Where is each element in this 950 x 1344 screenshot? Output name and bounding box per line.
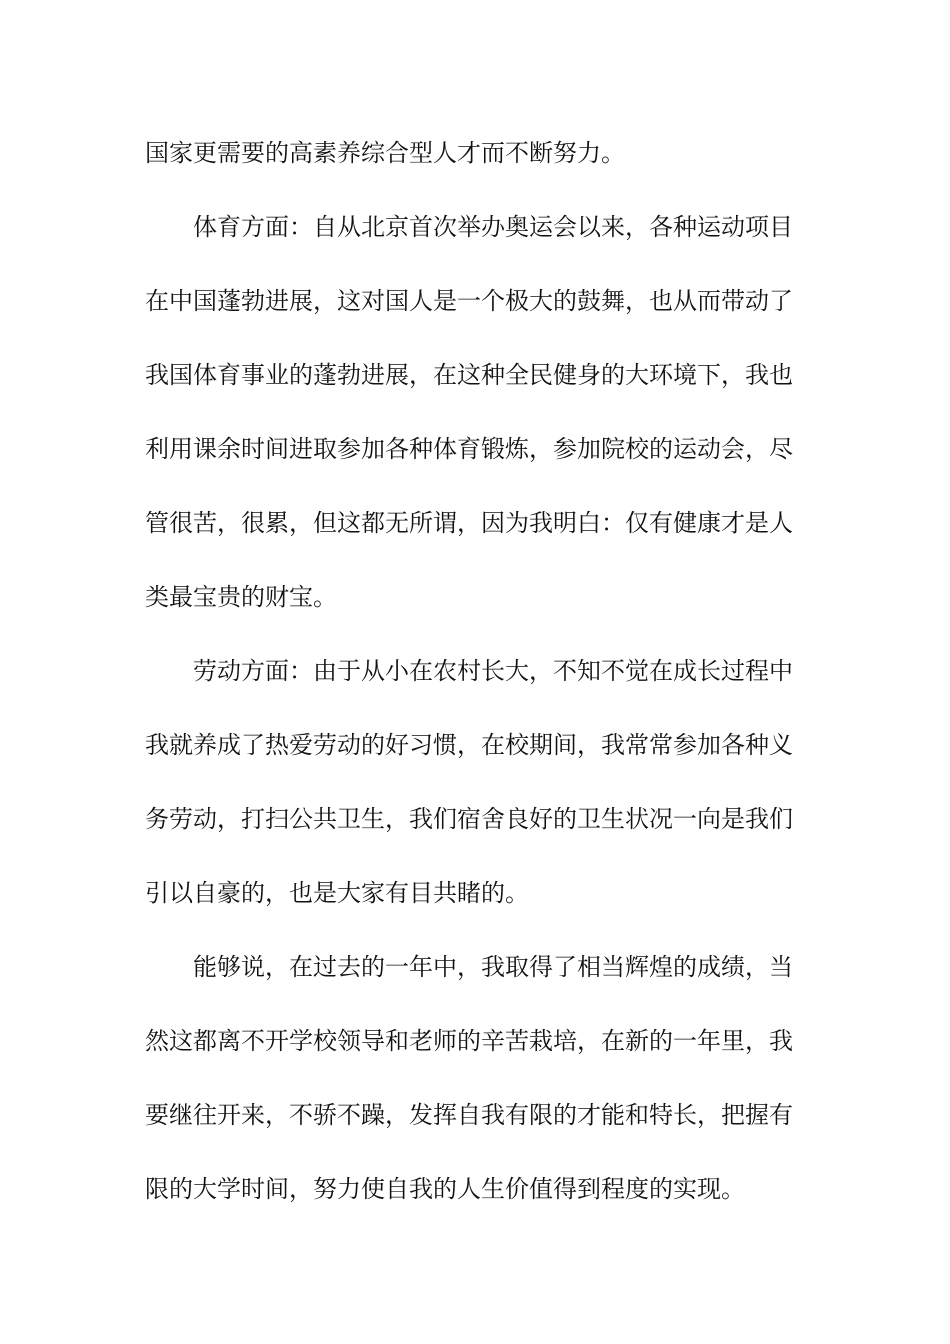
text-line: 类最宝贵的财宝。: [145, 583, 337, 611]
text-line: 我就养成了热爱劳动的好习惯，在校期间，我常常参加各种义: [145, 731, 793, 759]
text-line: 限的大学时间，努力使自我的人生价值得到程度的实现。: [145, 1175, 745, 1203]
text-line: 要继往开来，不骄不躁，发挥自我有限的才能和特长，把握有: [145, 1101, 793, 1129]
paragraph-start-sports: 体育方面：自从北京首次举办奥运会以来，各种运动项目: [193, 213, 793, 241]
text-line: 管很苦，很累，但这都无所谓，因为我明白：仅有健康才是人: [145, 509, 793, 537]
text-line: 利用课余时间进取参加各种体育锻炼，参加院校的运动会，尽: [145, 435, 793, 463]
text-line: 在中国蓬勃进展，这对国人是一个极大的鼓舞，也从而带动了: [145, 287, 793, 315]
text-line: 然这都离不开学校领导和老师的辛苦栽培，在新的一年里，我: [145, 1027, 793, 1055]
text-line: 引以自豪的，也是大家有目共睹的。: [145, 879, 529, 907]
document-body: [145, 133, 807, 1243]
text-line: 我国体育事业的蓬勃进展，在这种全民健身的大环境下，我也: [145, 361, 793, 389]
paragraph-start-labor: 劳动方面：由于从小在农村长大，不知不觉在成长过程中: [193, 657, 793, 685]
text-line: 务劳动，打扫公共卫生，我们宿舍良好的卫生状况一向是我们: [145, 805, 793, 833]
text-line: 国家更需要的高素养综合型人才而不断努力。: [145, 139, 625, 167]
paragraph-start-summary: 能够说，在过去的一年中，我取得了相当辉煌的成绩，当: [193, 953, 793, 981]
